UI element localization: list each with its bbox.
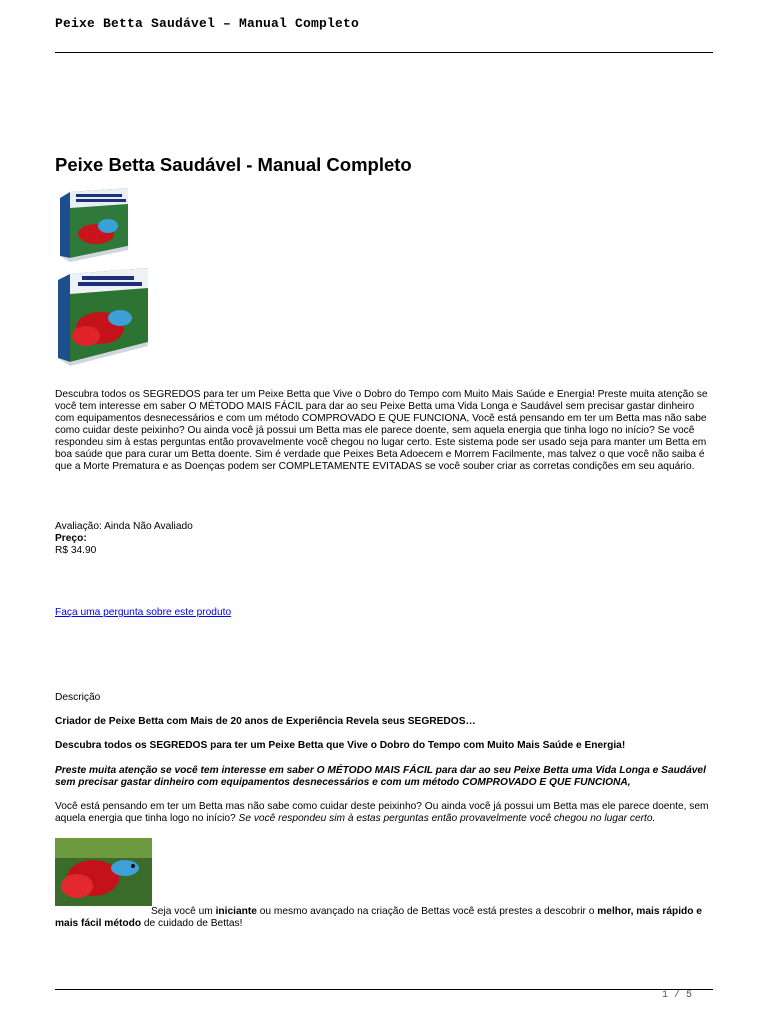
footer-divider (55, 989, 713, 990)
rating-text: Avaliação: Ainda Não Avaliado (55, 521, 193, 532)
page-title: Peixe Betta Saudável - Manual Completo (55, 154, 412, 175)
header-title: Peixe Betta Saudável – Manual Completo (55, 16, 360, 31)
product-intro: Descubra todos os SEGREDOS para ter um Peixe Betta que Vive o Dobro do Tempo com Muito Mais Saúde e Energia! Preste muita atenção se você tem interesse em saber O MÉTODO MAIS FÁCIL para dar ao seu Peixe Betta uma Vida Longa e Saudável sem precisar gastar dinheiro com equipamentos desnecessários e com um método COMPROVADO E QUE FUNCIONA, Você está pensando em ter um Betta mas não sabe como cuidar deste peixinho? Ou ainda você já possui um Betta mas ele parece doente, sem aquela energia que tinha logo no início? Se você respondeu sim à estas perguntas então provavelmente você chegou no lugar certo. Este sistema pode ser usado seja para manter um Betta em boa saúde que para curar um Betta doente. Sim é verdade que Peixes Beta Adoecem e Morrem Facilmente, mas talvez o que você não saiba é que a Morte Prematura e as Doenças podem ser COMPLETAMENTE EVITADAS se você souber criar as corretas condições em seu aquário. (55, 389, 708, 472)
price-label: Preço: (55, 533, 87, 544)
page-number: 1 / 5 (662, 990, 693, 1001)
header-divider (55, 52, 713, 53)
description-method-paragraph: Seja você um iniciante ou mesmo avançado na criação de Bettas você está prestes a descobrir o melhor, mais rápido e mais fácil método de cuidado de Bettas! (55, 906, 702, 929)
betta-fish-photo (55, 838, 152, 906)
description-attention-paragraph: Preste muita atenção se você tem interesse em saber O MÉTODO MAIS FÁCIL para dar ao seu Peixe Betta uma Vida Longa e Saudável sem precisar gastar dinheiro com equipamentos desnecessários e com um método COMPROVADO E QUE FUNCIONA, (55, 765, 706, 788)
description-heading: Descrição (55, 692, 101, 703)
description-headline: Criador de Peixe Betta com Mais de 20 anos de Experiência Revela seus SEGREDOS… (55, 716, 476, 727)
book-cover-thumbnail[interactable] (56, 186, 134, 264)
cover-title-text (76, 194, 122, 197)
book-cover-image[interactable] (56, 266, 152, 366)
price-value: R$ 34.90 (55, 545, 97, 556)
description-question-paragraph: Você está pensando em ter um Betta mas não sabe como cuidar deste peixinho? Ou ainda você já possui um Betta mas ele parece doente, sem aquela energia que tinha logo no início? Se você respondeu sim à estas perguntas então provavelmente você chegou no lugar certo. (55, 801, 709, 824)
description-subheadline: Descubra todos os SEGREDOS para ter um Peixe Betta que Vive o Dobro do Tempo com Muito Mais Saúde e Energia! (55, 740, 626, 751)
ask-question-link[interactable]: Faça uma pergunta sobre este produto (55, 607, 232, 618)
